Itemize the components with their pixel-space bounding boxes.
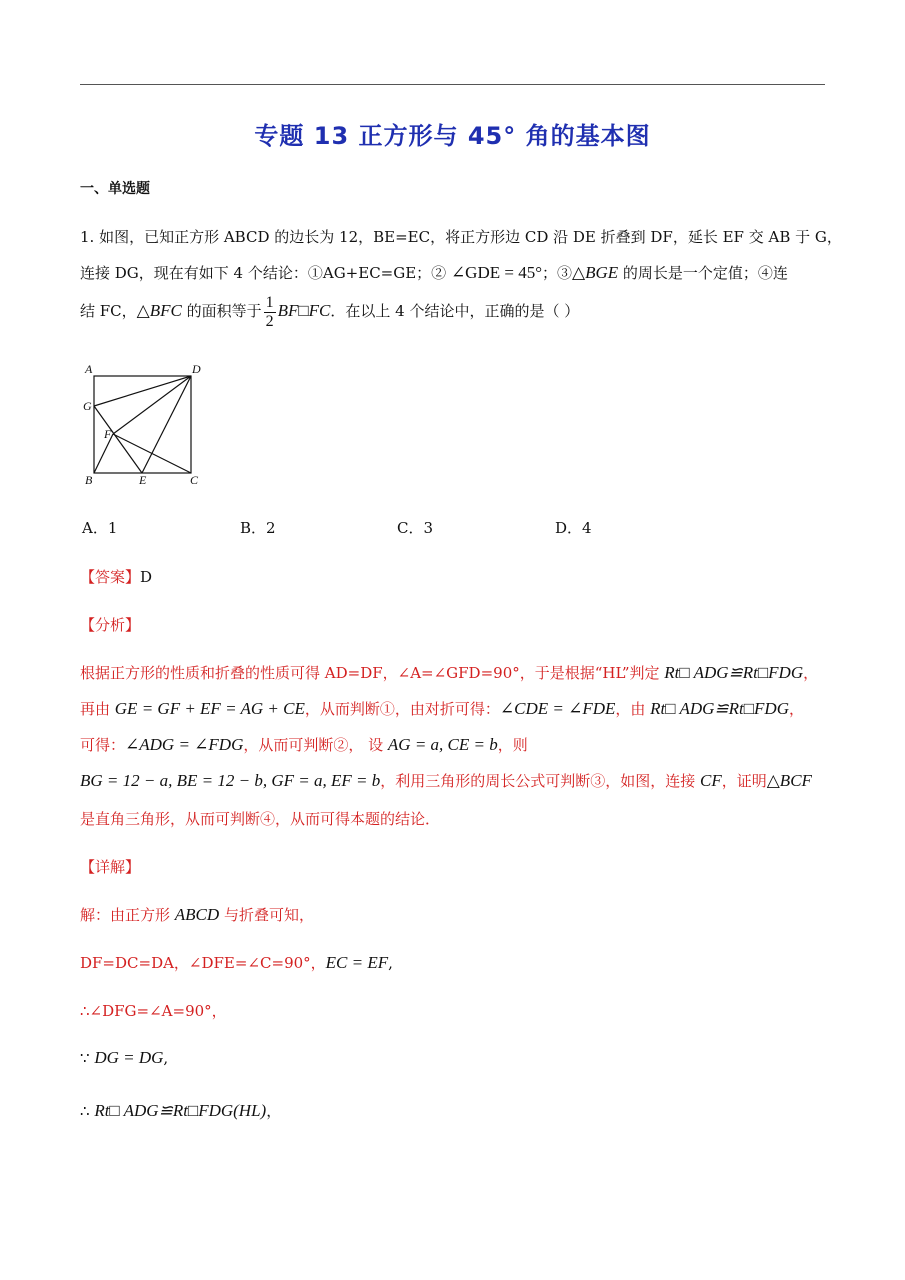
label-a: A	[85, 362, 93, 376]
detail-tag: 【详解】	[80, 858, 141, 876]
a2-e: ，由	[615, 700, 651, 718]
label-e: E	[139, 473, 147, 485]
fraction-half	[264, 294, 276, 330]
d1-square: ABCD	[174, 905, 220, 924]
segment-ge	[94, 406, 142, 473]
a3-c: ，从而可判断②， 设	[243, 736, 388, 754]
q3-c: 的面积等于	[181, 302, 262, 321]
d4-a: ∵	[80, 1049, 95, 1067]
detail-line-1	[80, 904, 314, 925]
analysis-tag: 【分析】	[80, 616, 141, 634]
segment-fc	[113, 434, 191, 473]
analysis-line-3	[80, 734, 528, 755]
label-b: B	[85, 473, 93, 485]
q3-triangle: △BFC	[136, 301, 182, 321]
label-g: G	[83, 399, 92, 413]
d1-c: 与折叠可知，	[219, 906, 314, 924]
q3-a: 结 FC，	[80, 302, 137, 321]
option-d: D．4	[555, 519, 592, 537]
answer-value: D	[140, 568, 153, 586]
q2-e: 的周长是一个定值；④连	[618, 264, 788, 282]
a3-angle: ∠ADG = ∠FDG	[125, 735, 244, 754]
detail-line-3: ∴∠DFG=∠A=90°，	[80, 1002, 227, 1020]
a4-triangle: △BCF	[766, 771, 812, 790]
d2-eq: EC = EF	[325, 953, 389, 972]
a4-cf: CF	[699, 771, 722, 790]
a2-congruence: Rt□ ADG≌Rt□FDG	[650, 699, 789, 718]
d5-a: ∴	[80, 1102, 95, 1120]
segment-gd	[94, 376, 191, 406]
q3-e: ．在以上 4 个结论中，正确的是（ ）	[330, 302, 580, 321]
a4-eqs: BG = 12 − a, BE = 12 − b, GF = a, EF = b	[80, 771, 381, 790]
d4-eq: DG = DG	[94, 1048, 164, 1067]
header-rule	[80, 84, 825, 85]
option-c: C．3	[397, 519, 434, 537]
q2-c: ；③	[542, 264, 573, 282]
detail-line-4	[80, 1048, 168, 1068]
question-line-1: 1. 如图，已知正方形 ABCD 的边长为 12，BE=EC，将正方形边 CD 沿 DE 折叠到 DF，延长 EF 交 AB 于 G，	[80, 228, 842, 246]
question-line-3	[80, 294, 579, 330]
a1-congruence: Rt□ ADG≌Rt□FDG	[664, 663, 804, 682]
q2-angle: ∠GDE = 45°	[450, 263, 543, 282]
detail-line-5	[80, 1100, 281, 1121]
analysis-line-5: 是直角三角形，从而可判断④，从而可得本题的结论．	[80, 810, 441, 828]
question-line-2	[80, 262, 788, 283]
page-title: 专题 13 正方形与 45° 角的基本图	[254, 122, 651, 150]
option-b: B．2	[240, 519, 276, 537]
a3-e: ，则	[497, 736, 528, 754]
answer-line	[80, 566, 152, 587]
d2-c: ,	[388, 954, 393, 972]
detail-line-2	[80, 952, 393, 973]
frac-den: 2	[265, 312, 274, 330]
frac-num: 1	[265, 294, 274, 311]
label-f: F	[104, 427, 112, 441]
analysis-line-2	[80, 698, 804, 719]
q2-a: 连接 DG，现在有如下 4 个结论：①AG+EC=GE；②	[80, 264, 451, 282]
d5-hl: (HL)	[233, 1101, 267, 1120]
a2-eq: GE = GF + EF = AG + CE	[114, 699, 305, 718]
d5-d: ，	[266, 1102, 282, 1120]
analysis-line-4	[80, 770, 812, 791]
segment-de	[142, 376, 191, 473]
d2-a: DF=DC=DA，∠DFE=∠C=90°，	[80, 954, 326, 972]
q2-triangle: △BGE	[572, 263, 619, 282]
a1-a: 根据正方形的性质和折叠的性质可得 AD=DF，∠A=∠GFD=90°，于是根据“HL”判定	[80, 664, 665, 682]
geometry-figure	[82, 360, 212, 485]
label-c: C	[190, 473, 199, 485]
a2-angle: ∠CDE = ∠FDE	[499, 699, 616, 718]
a4-d: ，证明	[721, 772, 767, 790]
a2-g: ，	[788, 700, 804, 718]
q3-product: BF□FC	[277, 301, 331, 321]
a3-vars: AG = a, CE = b	[387, 735, 498, 754]
a4-b: ，利用三角形的周长公式可判断③，如图，连接	[380, 772, 700, 790]
option-a: A．1	[82, 519, 118, 537]
d1-a: 解：由正方形	[80, 906, 175, 924]
a1-c: ，	[803, 664, 819, 682]
answer-tag: 【答案】	[80, 568, 141, 586]
d5-congruence: Rt□ ADG≌Rt□FDG	[94, 1101, 234, 1120]
section-heading: 一、单选题	[80, 181, 150, 197]
a3-a: 可得：	[80, 736, 126, 754]
a2-a: 再由	[80, 700, 115, 718]
label-d: D	[192, 362, 201, 376]
d4-c: ,	[163, 1049, 169, 1067]
analysis-line-1	[80, 662, 818, 683]
segment-df	[113, 376, 191, 434]
a2-c: ，从而判断①，由对折可得：	[304, 700, 500, 718]
